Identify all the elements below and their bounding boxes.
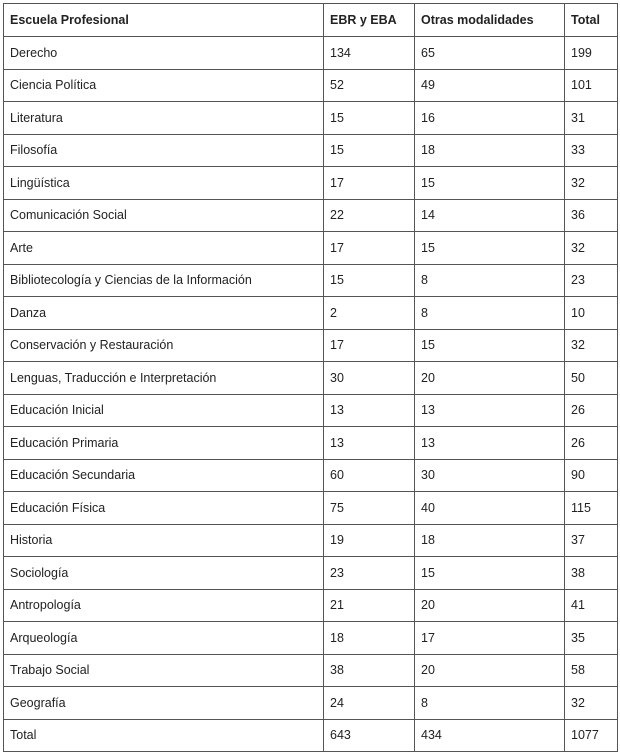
table-row [4,37,618,70]
cell-escuela: Educación Primaria [4,427,324,460]
cell-escuela: Ciencia Política [4,69,324,102]
cell-otras-modalidades: 8 [415,297,565,330]
cell-escuela: Filosofía [4,134,324,167]
header-otras-modalidades: Otras modalidades [415,4,565,37]
total-row [4,719,618,752]
cell-total: 10 [565,297,618,330]
cell-ebr-eba: 17 [324,232,415,265]
cell-escuela: Geografía [4,687,324,720]
cell-total: 41 [565,589,618,622]
cell-total: 26 [565,394,618,427]
cell-total: 58 [565,654,618,687]
cell-ebr-eba: 13 [324,394,415,427]
cell-total: 37 [565,524,618,557]
cell-total: 50 [565,362,618,395]
table-row [4,297,618,330]
cell-ebr-eba: 643 [324,719,415,752]
table-row [4,362,618,395]
table-row [4,492,618,525]
table-row [4,232,618,265]
cell-otras-modalidades: 13 [415,394,565,427]
cell-ebr-eba: 18 [324,622,415,655]
cell-ebr-eba: 24 [324,687,415,720]
cell-escuela: Literatura [4,102,324,135]
cell-total: 90 [565,459,618,492]
table-row [4,394,618,427]
cell-otras-modalidades: 49 [415,69,565,102]
cell-escuela: Lenguas, Traducción e Interpretación [4,362,324,395]
cell-otras-modalidades: 15 [415,232,565,265]
table-row [4,589,618,622]
cell-ebr-eba: 38 [324,654,415,687]
cell-escuela: Educación Inicial [4,394,324,427]
table-body [4,37,618,752]
cell-ebr-eba: 52 [324,69,415,102]
cell-ebr-eba: 17 [324,167,415,200]
cell-ebr-eba: 75 [324,492,415,525]
cell-ebr-eba: 13 [324,427,415,460]
cell-escuela: Educación Física [4,492,324,525]
cell-otras-modalidades: 20 [415,654,565,687]
cell-ebr-eba: 19 [324,524,415,557]
header-escuela-profesional: Escuela Profesional [4,4,324,37]
cell-ebr-eba: 60 [324,459,415,492]
header-ebr-eba: EBR y EBA [324,4,415,37]
cell-total: 199 [565,37,618,70]
table-row [4,622,618,655]
table-row [4,102,618,135]
cell-escuela: Conservación y Restauración [4,329,324,362]
cell-escuela: Trabajo Social [4,654,324,687]
cell-total: 1077 [565,719,618,752]
cell-total: 32 [565,687,618,720]
table-row [4,167,618,200]
cell-otras-modalidades: 15 [415,329,565,362]
cell-total: 23 [565,264,618,297]
table-row [4,459,618,492]
cell-total: 38 [565,557,618,590]
cell-ebr-eba: 21 [324,589,415,622]
cell-otras-modalidades: 14 [415,199,565,232]
cell-otras-modalidades: 30 [415,459,565,492]
cell-total: 32 [565,232,618,265]
cell-escuela: Sociología [4,557,324,590]
cell-total: 115 [565,492,618,525]
cell-otras-modalidades: 18 [415,134,565,167]
header-total: Total [565,4,618,37]
table-row [4,427,618,460]
cell-escuela: Comunicación Social [4,199,324,232]
cell-escuela: Arte [4,232,324,265]
cell-ebr-eba: 22 [324,199,415,232]
cell-escuela: Arqueología [4,622,324,655]
table-row [4,687,618,720]
cell-ebr-eba: 15 [324,102,415,135]
cell-ebr-eba: 2 [324,297,415,330]
cell-total: 31 [565,102,618,135]
cell-otras-modalidades: 17 [415,622,565,655]
cell-otras-modalidades: 16 [415,102,565,135]
cell-otras-modalidades: 8 [415,264,565,297]
table-header-row [4,4,618,37]
cell-otras-modalidades: 434 [415,719,565,752]
cell-total: 32 [565,167,618,200]
cell-otras-modalidades: 13 [415,427,565,460]
cell-otras-modalidades: 8 [415,687,565,720]
cell-otras-modalidades: 20 [415,362,565,395]
cell-total: 36 [565,199,618,232]
table-row [4,69,618,102]
cell-escuela: Bibliotecología y Ciencias de la Información [4,264,324,297]
cell-escuela: Historia [4,524,324,557]
table-row [4,557,618,590]
cell-escuela: Antropología [4,589,324,622]
cell-escuela: Lingüística [4,167,324,200]
cell-total: 33 [565,134,618,167]
vacancies-table [3,3,618,752]
cell-otras-modalidades: 15 [415,557,565,590]
cell-otras-modalidades: 40 [415,492,565,525]
cell-total: 26 [565,427,618,460]
cell-total: 32 [565,329,618,362]
cell-escuela: Total [4,719,324,752]
cell-ebr-eba: 17 [324,329,415,362]
cell-otras-modalidades: 15 [415,167,565,200]
table-row [4,654,618,687]
cell-escuela: Educación Secundaria [4,459,324,492]
cell-otras-modalidades: 18 [415,524,565,557]
table-row [4,329,618,362]
cell-ebr-eba: 23 [324,557,415,590]
cell-total: 101 [565,69,618,102]
table-row [4,199,618,232]
cell-total: 35 [565,622,618,655]
cell-otras-modalidades: 65 [415,37,565,70]
cell-ebr-eba: 15 [324,264,415,297]
cell-ebr-eba: 134 [324,37,415,70]
table-row [4,134,618,167]
cell-ebr-eba: 30 [324,362,415,395]
cell-escuela: Danza [4,297,324,330]
cell-otras-modalidades: 20 [415,589,565,622]
cell-escuela: Derecho [4,37,324,70]
cell-ebr-eba: 15 [324,134,415,167]
table-row [4,264,618,297]
table-row [4,524,618,557]
